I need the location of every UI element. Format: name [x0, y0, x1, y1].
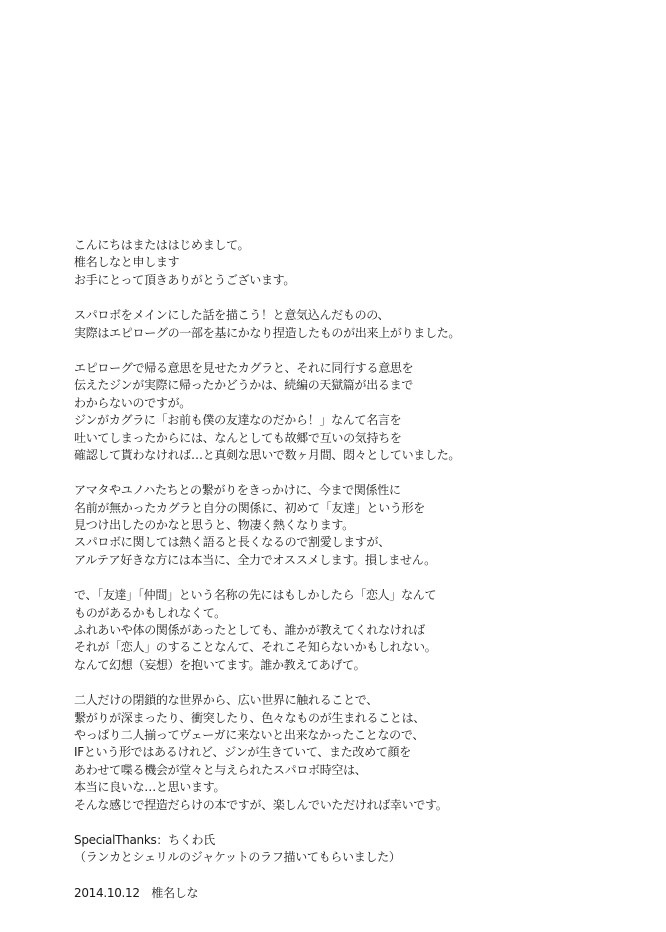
text-line: そんな感じで捏造だらけの本ですが、楽しんでいただければ幸いです。 — [74, 797, 448, 812]
text-line: 椎名しなと申します — [74, 255, 180, 270]
text-line: 伝えたジンが実際に帰ったかどうかは、続編の天獄篇が出るまで — [74, 378, 414, 393]
paragraph — [74, 482, 634, 569]
text-line: 二人だけの閉鎖的な世界から、広い世界に触れることで、 — [74, 693, 378, 708]
paragraph — [74, 587, 634, 674]
paragraph — [74, 360, 634, 464]
paragraph — [74, 832, 634, 867]
text-line: 本当に良いな…と思います。 — [74, 780, 226, 795]
text-line: 見つけ出したのかなと思うと、物凄く熱くなります。 — [74, 518, 354, 533]
text-line: やっぱり二人揃ってヴェーガに来ないと出来なかったことなので、 — [74, 727, 425, 742]
text-line: （ランカとシェリルのジャケットのラフ描いてもらいました） — [74, 850, 401, 865]
text-line: アルテア好きな方には本当に、全力でオススメします。損しません。 — [74, 552, 436, 567]
text-line: それが「恋人」のすることなんて、それこそ知らないかもしれない。 — [74, 640, 437, 655]
text-line: ジンがカグラに「お前も僕の友達なのだから！」なんて名言を — [74, 413, 402, 428]
text-line: 2014.10.12 椎名しな — [74, 885, 199, 900]
paragraph — [74, 885, 634, 902]
text-line: アマタやユノハたちとの繋がりをきっかけに、今まで関係性に — [74, 483, 401, 498]
text-line: IFという形ではあるけれど、ジンが生きていて、また改めて顔を — [74, 745, 411, 760]
text-line: あわせて喋る機会が堂々と与えられたスパロボ時空は、 — [74, 762, 367, 777]
text-line: 繋がりが深まったり、衝突したり、色々なものが生まれることは、 — [74, 710, 426, 725]
text-line: わからないのですが。 — [74, 395, 192, 410]
text-line: 確認して貰わなければ…と真剣な思いで数ヶ月間、悶々としていました。 — [74, 447, 461, 462]
paragraph — [74, 237, 634, 289]
text-line: 名前が無かったカグラと自分の関係に、初めて「友達」という形を — [74, 500, 426, 515]
text-line: ふれあいや体の関係があったとしても、誰かが教えてくれなければ — [74, 623, 425, 638]
text-line: エピローグで帰る意思を見せたカグラと、それに同行する意思を — [74, 360, 414, 375]
text-line: 実際はエピローグの一部を基にかなり捏造したものが出来上がりました。 — [74, 325, 461, 340]
text-line: なんて幻想（妄想）を抱いてます。誰か教えてあげて。 — [74, 657, 366, 672]
paragraph — [74, 307, 634, 342]
text-line: で、「友達」「仲間」という名称の先にはもしかしたら「恋人」なんて — [74, 588, 437, 603]
text-line: 吐いてしまったからには、なんとしても故郷で互いの気持ちを — [74, 430, 402, 445]
text-line: こんにちはまたははじめまして。 — [74, 238, 250, 252]
text-line: ものがあるかもしれなくて。 — [74, 605, 226, 620]
text-line: お手にとって頂きありがとうございます。 — [74, 272, 296, 287]
text-line: SpecialThanks：ちくわ氏 — [74, 832, 215, 847]
paragraph — [74, 692, 634, 814]
afterword-text — [74, 237, 634, 920]
text-line: スパロボに関しては熱く語ると長くなるので割愛しますが、 — [74, 535, 390, 550]
text-line: スパロボをメインにした話を描こう！と意気込んだものの、 — [74, 308, 390, 323]
